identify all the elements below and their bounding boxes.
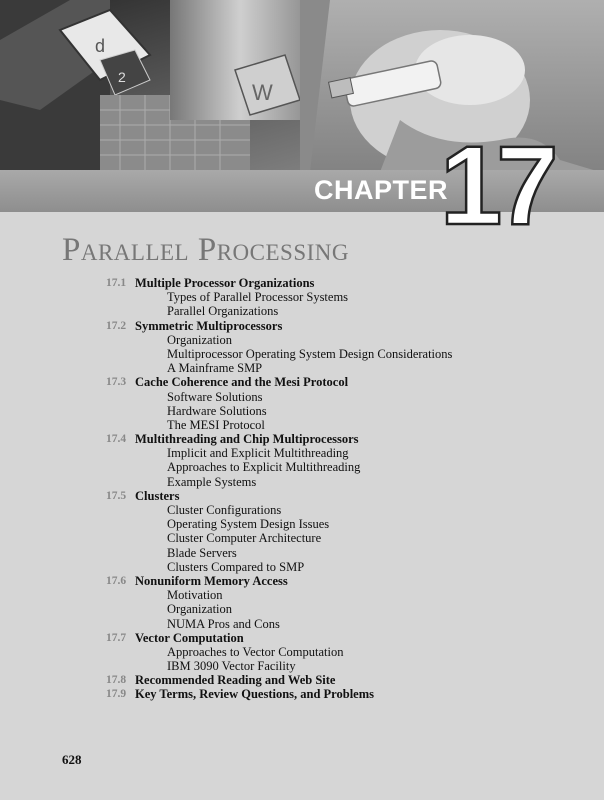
toc-section-heading	[0, 319, 604, 333]
svg-text:2: 2	[118, 69, 126, 85]
toc-section	[0, 687, 604, 701]
subsection-item: Blade Servers	[167, 545, 237, 560]
subsection-item: IBM 3090 Vector Facility	[167, 659, 296, 674]
subsection-item: Clusters Compared to SMP	[167, 559, 305, 574]
subsection-item: Example Systems	[167, 474, 257, 489]
section-title: Recommended Reading and Web Site	[135, 673, 336, 688]
section-title: Cache Coherence and the Mesi Protocol	[135, 375, 349, 390]
subsection-item: Implicit and Explicit Multithreading	[167, 446, 349, 461]
section-title: Nonuniform Memory Access	[135, 573, 288, 588]
toc-section	[0, 673, 604, 687]
section-title: Symmetric Multiprocessors	[135, 318, 283, 333]
section-number: 17.4	[106, 433, 127, 446]
section-number: 17.6	[106, 574, 127, 587]
subsection-item: Organization	[167, 332, 233, 347]
section-number: 17.5	[106, 489, 127, 502]
toc-section	[0, 489, 604, 574]
subsection-item: Hardware Solutions	[167, 403, 267, 418]
subsection-item: A Mainframe SMP	[167, 361, 263, 376]
section-number: 17.8	[106, 674, 127, 687]
toc-section-heading	[0, 687, 604, 701]
subsection-item: Cluster Computer Architecture	[167, 531, 322, 546]
toc-section	[0, 432, 604, 489]
section-number: 17.3	[106, 376, 127, 389]
toc-section-heading	[0, 631, 604, 645]
section-number: 17.7	[106, 631, 127, 644]
toc-section-heading	[0, 574, 604, 588]
subsection-item: Approaches to Vector Computation	[167, 644, 344, 659]
subsection-item: The MESI Protocol	[167, 417, 265, 432]
subsection-item: Operating System Design Issues	[167, 517, 330, 532]
chapter-number-text: 17	[440, 134, 553, 234]
section-title: Clusters	[135, 488, 180, 503]
table-of-contents	[0, 276, 604, 702]
toc-section	[0, 375, 604, 432]
toc-section-heading	[0, 432, 604, 446]
subsection-item: Motivation	[167, 588, 223, 603]
chapter-label: CHAPTER	[314, 175, 449, 205]
subsection-item: Parallel Organizations	[167, 304, 279, 319]
subsection-item: Software Solutions	[167, 389, 263, 404]
chapter-title: Parallel Processing	[62, 232, 350, 268]
section-number: 17.1	[106, 277, 127, 289]
toc-section-heading	[0, 276, 604, 290]
section-number: 17.9	[106, 688, 127, 701]
toc-section	[0, 631, 604, 674]
svg-text:W: W	[252, 80, 273, 105]
subsection-item: Organization	[167, 602, 233, 617]
toc-section	[0, 574, 604, 631]
page-number: 628	[62, 752, 82, 767]
section-title: Key Terms, Review Questions, and Problems	[135, 687, 375, 702]
toc-section-heading	[0, 673, 604, 687]
section-title: Vector Computation	[135, 630, 244, 645]
toc-section-heading	[0, 489, 604, 503]
section-title: Multithreading and Chip Multiprocessors	[135, 432, 359, 447]
subsection-item: NUMA Pros and Cons	[167, 616, 280, 631]
subsection-item: Cluster Configurations	[167, 503, 282, 517]
section-number: 17.2	[106, 319, 127, 332]
toc-section-heading	[0, 375, 604, 389]
subsection-item: Approaches to Explicit Multithreading	[167, 460, 361, 475]
toc-section	[0, 276, 604, 319]
subsection-item: Multiprocessor Operating System Design Considerations	[167, 346, 453, 361]
section-title: Multiple Processor Organizations	[135, 276, 315, 290]
subsection-item: Types of Parallel Processor Systems	[167, 290, 349, 305]
chapter-number	[440, 134, 560, 234]
toc-section	[0, 319, 604, 376]
svg-text:d: d	[95, 36, 106, 56]
